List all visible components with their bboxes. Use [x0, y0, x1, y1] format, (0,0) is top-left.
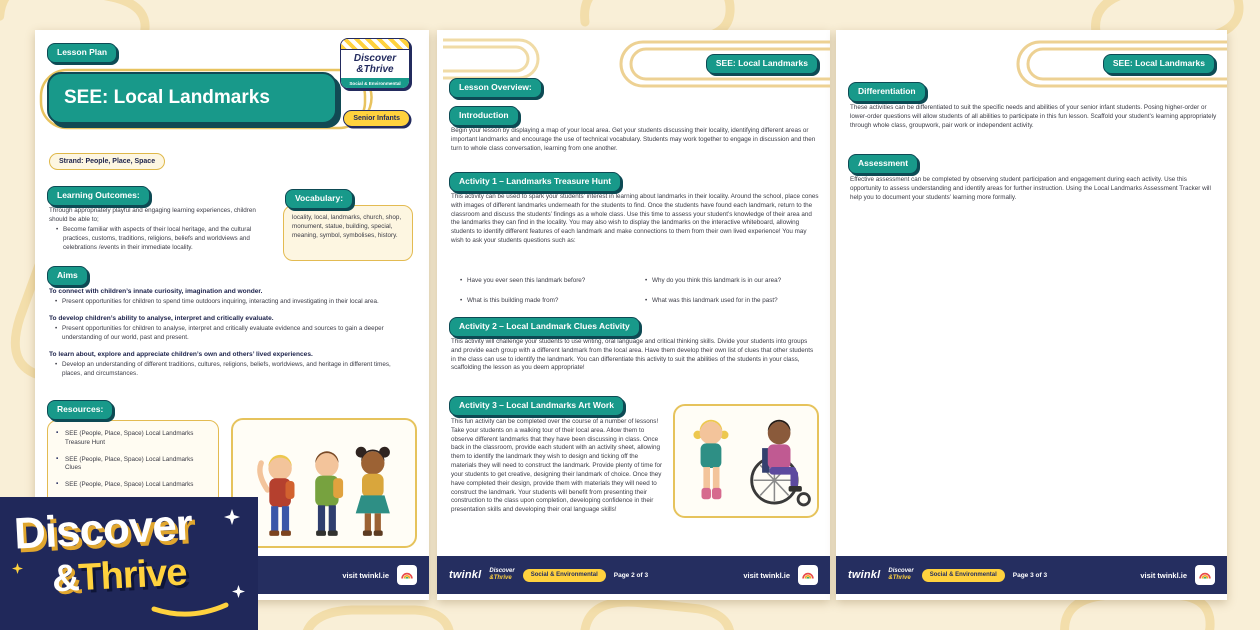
dt-mini-line2: &Thrive [888, 575, 911, 581]
brand-subject-strip: Social & Environmental [341, 78, 409, 88]
twinkl-wordmark: twinkl [848, 569, 881, 581]
subject-pill: Social & Environmental [922, 569, 1005, 582]
lesson-plan-page-3 [836, 30, 1227, 600]
introduction-text: Begin your lesson by displaying a map of your local area. Get your students discussing their locality, identifying different areas or important landmarks and encourage the use of technical vocabulary. Students may work together to engage in discussion and then turn to whole class conversation, learning from one another. [451, 127, 816, 152]
aims-list [49, 287, 413, 379]
visit-twinkl-link: visit twinkl.ie [743, 570, 790, 580]
kicker-badge: Lesson Plan [47, 43, 117, 63]
lesson-overview-heading: Lesson Overview: [449, 78, 542, 98]
discover-thrive-mini-logo [888, 568, 913, 581]
subject-pill: Social & Environmental [523, 569, 606, 582]
discover-thrive-card [340, 38, 410, 89]
page2-footer [437, 556, 830, 594]
sparkle-icon [12, 563, 23, 574]
children-walking-illustration [237, 418, 415, 544]
differentiation-heading: Differentiation [848, 82, 926, 102]
aim-item [49, 314, 413, 343]
question-item: • What was this landmark used for in the past? [644, 297, 815, 306]
assessment-text: Effective assessment can be completed by observing student participation and engagement during each activity. Use this opportunity to assess understanding and identify areas for further instruction. Using the Local Landmarks Assessment Tracker will help you to document your students’ learning more formally. [850, 176, 1211, 201]
twinkl-wordmark: twinkl [449, 569, 482, 581]
brand-stripes-decoration [341, 39, 409, 50]
activity1-heading: Activity 1 – Landmarks Treasure Hunt [449, 172, 621, 192]
brand-name-line1: Discover [353, 53, 397, 64]
dt-mini-line1: Discover [888, 568, 914, 575]
background-doodle [1226, 195, 1260, 410]
question-item: • Have you ever seen this landmark before? [459, 277, 630, 286]
page-corner-title: SEE: Local Landmarks [706, 54, 818, 74]
page-corner-title: SEE: Local Landmarks [1103, 54, 1215, 74]
resources-heading: Resources: [47, 400, 113, 420]
introduction-heading: Introduction [449, 106, 519, 126]
activity3-heading: Activity 3 – Local Landmarks Art Work [449, 396, 624, 416]
logo-word-thrive [51, 552, 188, 602]
differentiation-text: These activities can be differentiated to suit the specific needs and abilities of your senior infant students. Posing higher-order or lower-order questions will allow students of all abilities to participate in this fun lesson. Scaffold your student’s learning appropriately through whole class, groupwork, pair work or independent activity. [850, 104, 1217, 129]
aim-item [49, 287, 413, 307]
resource-item: ▪ SEE (People, Place, Space) Local Landmarks Clues [56, 456, 210, 474]
lesson-plan-page-2 [437, 30, 830, 600]
discover-thrive-logo-panel [0, 497, 258, 630]
aims-heading: Aims [47, 266, 88, 286]
discover-thrive-mini-logo [489, 568, 514, 581]
brand-name-line2: &Thrive [356, 63, 394, 75]
learning-outcomes-intro: Through appropriately playful and engaging learning experiences, children should be able to; [49, 207, 256, 223]
vocabulary-heading: Vocabulary: [285, 189, 353, 209]
page-number: Page 3 of 3 [1012, 571, 1048, 579]
logo-ampersand: & [50, 557, 80, 601]
page3-footer [836, 556, 1227, 594]
aim-goal: To connect with children’s innate curiosity, imagination and wonder. [49, 288, 263, 295]
question-item: • What is this building made from? [459, 297, 630, 306]
aim-detail: • Present opportunities for children to spend time outdoors inquiring, interacting and investigating in their local area. [54, 298, 406, 307]
brand-name [341, 50, 409, 78]
activity3-text: This fun activity can be completed over the course of a number of lessons! Take your students on a walking tour of their local area. Allow them to observe different landmarks that they have been discussing in class. Once back in the classroom, provide each student with an activity sheet, allowing them to identify the landmark they wish to design and ticking off the materials they will need to construct the landmark. Provide plenty of time for your students to get creative, designing their landmark of choice. Once they have completed their design, provide them with materials they will need to construct the landmark. Your students will benefit from presenting their construction to the class upon completion, developing confidence in their presentation skills and developing their oral language skills! [451, 418, 663, 514]
children-wheelchair-illustration [675, 404, 817, 514]
underline-swoosh [150, 601, 230, 621]
twinkl-logo-icon [798, 565, 818, 585]
aim-goal: To learn about, explore and appreciate children’s own and others’ lived experiences. [49, 350, 313, 358]
twinkl-logo-icon [397, 565, 417, 585]
logo-word-thrive-text: Thrive [77, 551, 188, 600]
corner-doodle [443, 32, 553, 84]
vocabulary-box: locality, local, landmarks, church, shop, monument, statue, building, special, meaning, symbol, symbolises, history. [283, 205, 413, 261]
question-item: • Why do you think this landmark is in our area? [644, 277, 815, 286]
visit-twinkl-link: visit twinkl.ie [342, 570, 389, 580]
learning-outcomes-bullet: • Become familiar with aspects of their local heritage, and the cultural practices, customs, traditions, religions, beliefs and worldviews and celebrations /events in their immediate locality. [55, 226, 269, 252]
aim-goal: To develop children’s ability to analyse, interpret and critically evaluate. [49, 315, 274, 323]
visit-twinkl-link: visit twinkl.ie [1140, 570, 1187, 580]
page-number: Page 2 of 3 [613, 571, 649, 579]
assessment-heading: Assessment [848, 154, 918, 174]
activity2-text: This activity will challenge your students to use writing, oral language and critical thinking skills. Divide your students into groups and provide each group with a different landmark from the local area. Have them develop their own list of clues that other students in the class can use to identify the landmark. You can differentiate this activity to suit the abilities of the students in your class, scaffolding the lesson as you deem appropriate! [451, 338, 814, 372]
sparkle-icon [224, 509, 240, 525]
resource-item: ▪ SEE (People, Place, Space) Local Landmarks [56, 481, 210, 490]
activity1-questions [459, 277, 815, 306]
logo-word-discover: Discover [12, 500, 194, 559]
page-title: SEE: Local Landmarks [47, 72, 337, 124]
strand-pill: Strand: People, Place, Space [49, 153, 165, 170]
sparkle-icon [232, 585, 245, 598]
dt-mini-line2: &Thrive [489, 575, 512, 581]
learning-outcomes-heading: Learning Outcomes: [47, 186, 150, 206]
children-illustration-frame [231, 418, 417, 548]
aim-detail: • Develop an understanding of different traditions, cultures, religions, beliefs, worldviews, and heritage in different times, places, and circumstances. [54, 361, 406, 379]
resource-item: ▪ SEE (People, Place, Space) Local Landmarks Treasure Hunt [56, 430, 210, 448]
aim-item [49, 350, 413, 379]
level-badge: Senior Infants [343, 110, 410, 127]
dt-mini-line1: Discover [489, 568, 515, 575]
activity1-text: This activity can be used to spark your students’ interest in learning about landmarks in their locality. Around the school, place cones with images of different landmarks underneath for the students to find. Once the students have found each landmark, return to the classroom and discuss the students’ findings as a whole class. Use this time to assess your student’s knowledge of their area and the landmarks they can find in the locality. You may also wish to display the landmarks on the interactive whiteboard, allowing students to identify different features of each landmark and make connections to them from their own lived experience! You may wish to ask your students questions such as: [451, 193, 819, 245]
activity2-heading: Activity 2 – Local Landmark Clues Activity [449, 317, 640, 337]
children-illustration-frame [673, 404, 819, 518]
aim-detail: • Present opportunities for children to analyse, interpret and critically evaluate evidence and sources to gain a deeper understanding of our world, past and present. [54, 325, 406, 343]
twinkl-logo-icon [1195, 565, 1215, 585]
